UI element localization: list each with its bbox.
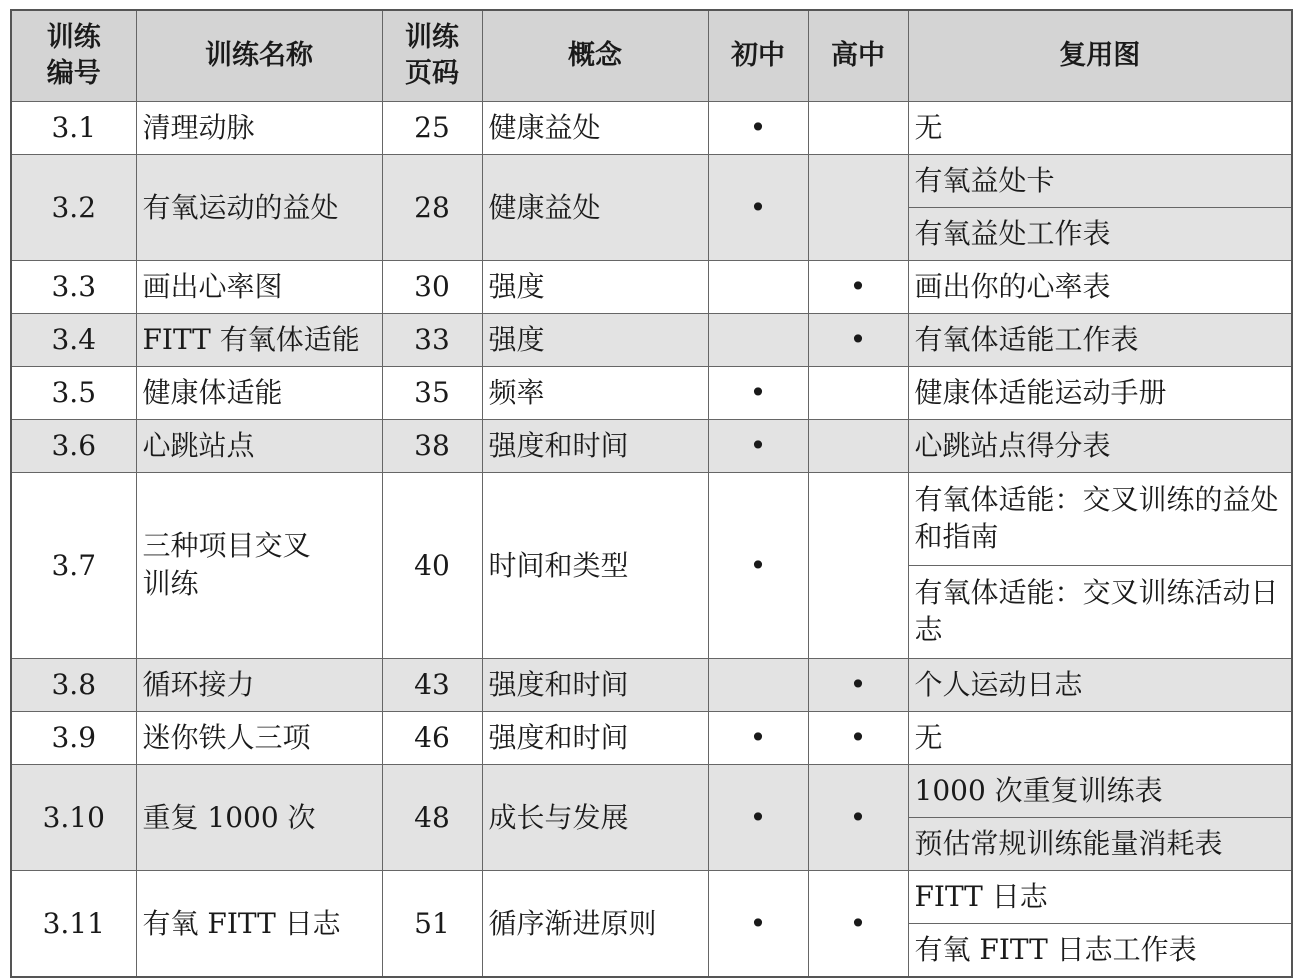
header-training-number-label: 训练 编号 [46,22,101,89]
senior-high-cell [808,102,908,155]
concept-cell [482,102,708,155]
training-table [10,9,1293,978]
reuse-figure-cell [908,659,1292,712]
training-page-cell [382,102,482,155]
training-name-text: 心跳站点 [142,429,255,462]
senior-high-cell [808,659,908,712]
reuse-figure-cell [908,712,1292,765]
junior-high-text: • [749,906,767,940]
training-name-cell [136,367,382,420]
table-row [11,314,1292,367]
reuse-figure-text: 有氧体适能：交叉训练活动日志 [914,576,1279,646]
header-concept [482,10,708,102]
reuse-figure-text: 无 [914,721,943,754]
reuse-figure-text: 无 [914,111,943,144]
reuse-figure-text: 有氧 FITT 日志工作表 [914,933,1197,966]
training-number-cell [11,420,136,473]
header-senior-high [808,10,908,102]
training-number-cell [11,155,136,261]
concept-cell [482,659,708,712]
reuse-figure-text: 健康体适能运动手册 [914,376,1167,409]
training-number-cell [11,871,136,978]
senior-high-cell [808,712,908,765]
senior-high-text: • [849,668,867,701]
training-page-text: 43 [414,668,450,701]
junior-high-text: • [749,429,767,462]
concept-text: 成长与发展 [488,800,629,834]
concept-text: 健康益处 [488,111,601,144]
reuse-figure-text: 有氧益处工作表 [914,217,1111,250]
training-number-text: 3.7 [51,548,97,582]
training-name-cell [136,765,382,871]
junior-high-cell [708,473,808,659]
reuse-figure-text: 心跳站点得分表 [914,429,1111,462]
reuse-figure-cell [908,314,1292,367]
junior-high-cell [708,155,808,261]
concept-text: 强度和时间 [488,668,629,701]
header-reuse-figure [908,10,1292,102]
reuse-figure-cell [908,473,1292,566]
reuse-figure-cell [908,102,1292,155]
reuse-figure-cell [908,367,1292,420]
training-number-text: 3.5 [51,376,97,409]
concept-text: 强度 [488,323,545,356]
senior-high-cell [808,314,908,367]
training-page-cell [382,420,482,473]
junior-high-cell [708,102,808,155]
concept-cell [482,155,708,261]
table-row [11,102,1292,155]
training-page-text: 35 [414,376,450,409]
concept-cell [482,871,708,978]
concept-text: 强度 [488,270,545,303]
training-number-cell [11,102,136,155]
senior-high-text: • [849,270,867,303]
header-reuse-figure-label: 复用图 [1059,40,1141,71]
junior-high-cell [708,712,808,765]
training-name-cell [136,102,382,155]
reuse-figure-cell [908,566,1292,659]
concept-cell [482,314,708,367]
junior-high-cell [708,871,808,978]
reuse-figure-text: 有氧益处卡 [914,164,1055,197]
training-page-cell [382,765,482,871]
concept-text: 强度和时间 [488,721,629,754]
training-page-cell [382,155,482,261]
training-page-cell [382,871,482,978]
training-number-text: 3.3 [51,270,97,303]
table-row [11,871,1292,924]
header-training-name [136,10,382,102]
header-senior-high-label: 高中 [831,40,885,71]
training-number-cell [11,261,136,314]
table-row [11,659,1292,712]
training-page-text: 46 [414,721,450,754]
training-number-text: 3.2 [51,190,97,224]
concept-text: 强度和时间 [488,429,629,462]
reuse-figure-text: 1000 次重复训练表 [914,774,1163,807]
senior-high-text: • [849,800,867,834]
reuse-figure-text: 预估常规训练能量消耗表 [914,827,1223,860]
table-header [11,10,1292,102]
junior-high-text: • [749,190,767,224]
reuse-figure-cell [908,420,1292,473]
reuse-figure-cell [908,155,1292,208]
training-number-cell [11,473,136,659]
concept-cell [482,261,708,314]
concept-cell [482,712,708,765]
training-number-text: 3.10 [42,800,105,834]
training-name-cell [136,261,382,314]
reuse-figure-text: 画出你的心率表 [914,270,1111,303]
table-row [11,473,1292,566]
training-page-text: 40 [414,548,450,582]
training-page-text: 51 [414,906,450,940]
training-number-text: 3.9 [51,721,97,754]
junior-high-cell [708,367,808,420]
concept-text: 循序渐进原则 [488,906,657,940]
training-page-cell [382,314,482,367]
training-page-text: 28 [414,190,450,224]
senior-high-cell [808,261,908,314]
junior-high-cell [708,420,808,473]
training-page-cell [382,473,482,659]
training-name-text: 迷你铁人三项 [142,721,311,754]
header-junior-high [708,10,808,102]
training-page-cell [382,367,482,420]
reuse-figure-cell [908,208,1292,261]
header-training-name-label: 训练名称 [205,40,313,71]
training-name-text: FITT 有氧体适能 [142,323,360,356]
reuse-figure-text: FITT 日志 [914,880,1048,913]
reuse-figure-cell [908,818,1292,871]
junior-high-cell [708,765,808,871]
junior-high-cell [708,261,808,314]
training-name-cell [136,473,382,659]
table-row [11,261,1292,314]
training-name-cell [136,314,382,367]
training-name-cell [136,871,382,978]
senior-high-text: • [849,906,867,940]
concept-text: 时间和类型 [488,548,629,582]
training-name-text: 有氧 FITT 日志 [142,906,341,940]
training-page-text: 38 [414,429,450,462]
senior-high-cell [808,871,908,978]
senior-high-cell [808,473,908,659]
junior-high-text: • [749,721,767,754]
senior-high-text: • [849,721,867,754]
training-number-text: 3.4 [51,323,97,356]
training-number-cell [11,314,136,367]
senior-high-cell [808,765,908,871]
concept-cell [482,765,708,871]
training-name-cell [136,712,382,765]
header-training-page-label: 训练 页码 [405,22,459,89]
table-body [11,102,1292,978]
training-page-text: 30 [414,270,450,303]
senior-high-cell [808,155,908,261]
reuse-figure-cell [908,765,1292,818]
reuse-figure-text: 有氧体适能：交叉训练的益处和指南 [914,483,1279,553]
table-row [11,420,1292,473]
header-training-number [11,10,136,102]
training-number-cell [11,765,136,871]
reuse-figure-text: 有氧体适能工作表 [914,323,1139,356]
table-row [11,367,1292,420]
table-row [11,712,1292,765]
header-row [11,10,1292,102]
junior-high-text: • [749,800,767,834]
junior-high-cell [708,659,808,712]
training-name-text: 重复 1000 次 [142,800,316,834]
senior-high-text: • [849,323,867,356]
training-page-text: 33 [414,323,450,356]
training-page-cell [382,712,482,765]
senior-high-cell [808,420,908,473]
concept-cell [482,420,708,473]
training-page-text: 48 [414,800,450,834]
reuse-figure-cell [908,871,1292,924]
training-number-cell [11,367,136,420]
junior-high-text: • [749,376,767,409]
header-junior-high-label: 初中 [731,40,785,71]
senior-high-cell [808,367,908,420]
training-name-cell [136,155,382,261]
concept-text: 健康益处 [488,190,601,224]
training-name-text: 画出心率图 [142,270,283,303]
concept-cell [482,473,708,659]
reuse-figure-text: 个人运动日志 [914,668,1083,701]
training-name-cell [136,420,382,473]
training-name-cell [136,659,382,712]
training-number-text: 3.8 [51,668,97,701]
training-page-cell [382,261,482,314]
junior-high-text: • [749,111,767,144]
reuse-figure-cell [908,924,1292,978]
training-number-text: 3.1 [51,111,97,144]
header-concept-label: 概念 [568,40,622,71]
training-name-text: 健康体适能 [142,376,283,409]
header-training-page [382,10,482,102]
junior-high-text: • [749,548,767,582]
training-name-text: 三种项目交叉训练 [142,529,311,600]
training-page-text: 25 [414,111,450,144]
training-name-text: 循环接力 [142,668,255,701]
table-row [11,155,1292,208]
training-number-cell [11,659,136,712]
training-number-text: 3.6 [51,429,97,462]
junior-high-cell [708,314,808,367]
concept-text: 频率 [488,376,545,409]
training-number-cell [11,712,136,765]
training-page-cell [382,659,482,712]
training-name-text: 有氧运动的益处 [142,190,339,224]
training-number-text: 3.11 [42,906,105,940]
training-name-text: 清理动脉 [142,111,255,144]
concept-cell [482,367,708,420]
table-row [11,765,1292,818]
reuse-figure-cell [908,261,1292,314]
